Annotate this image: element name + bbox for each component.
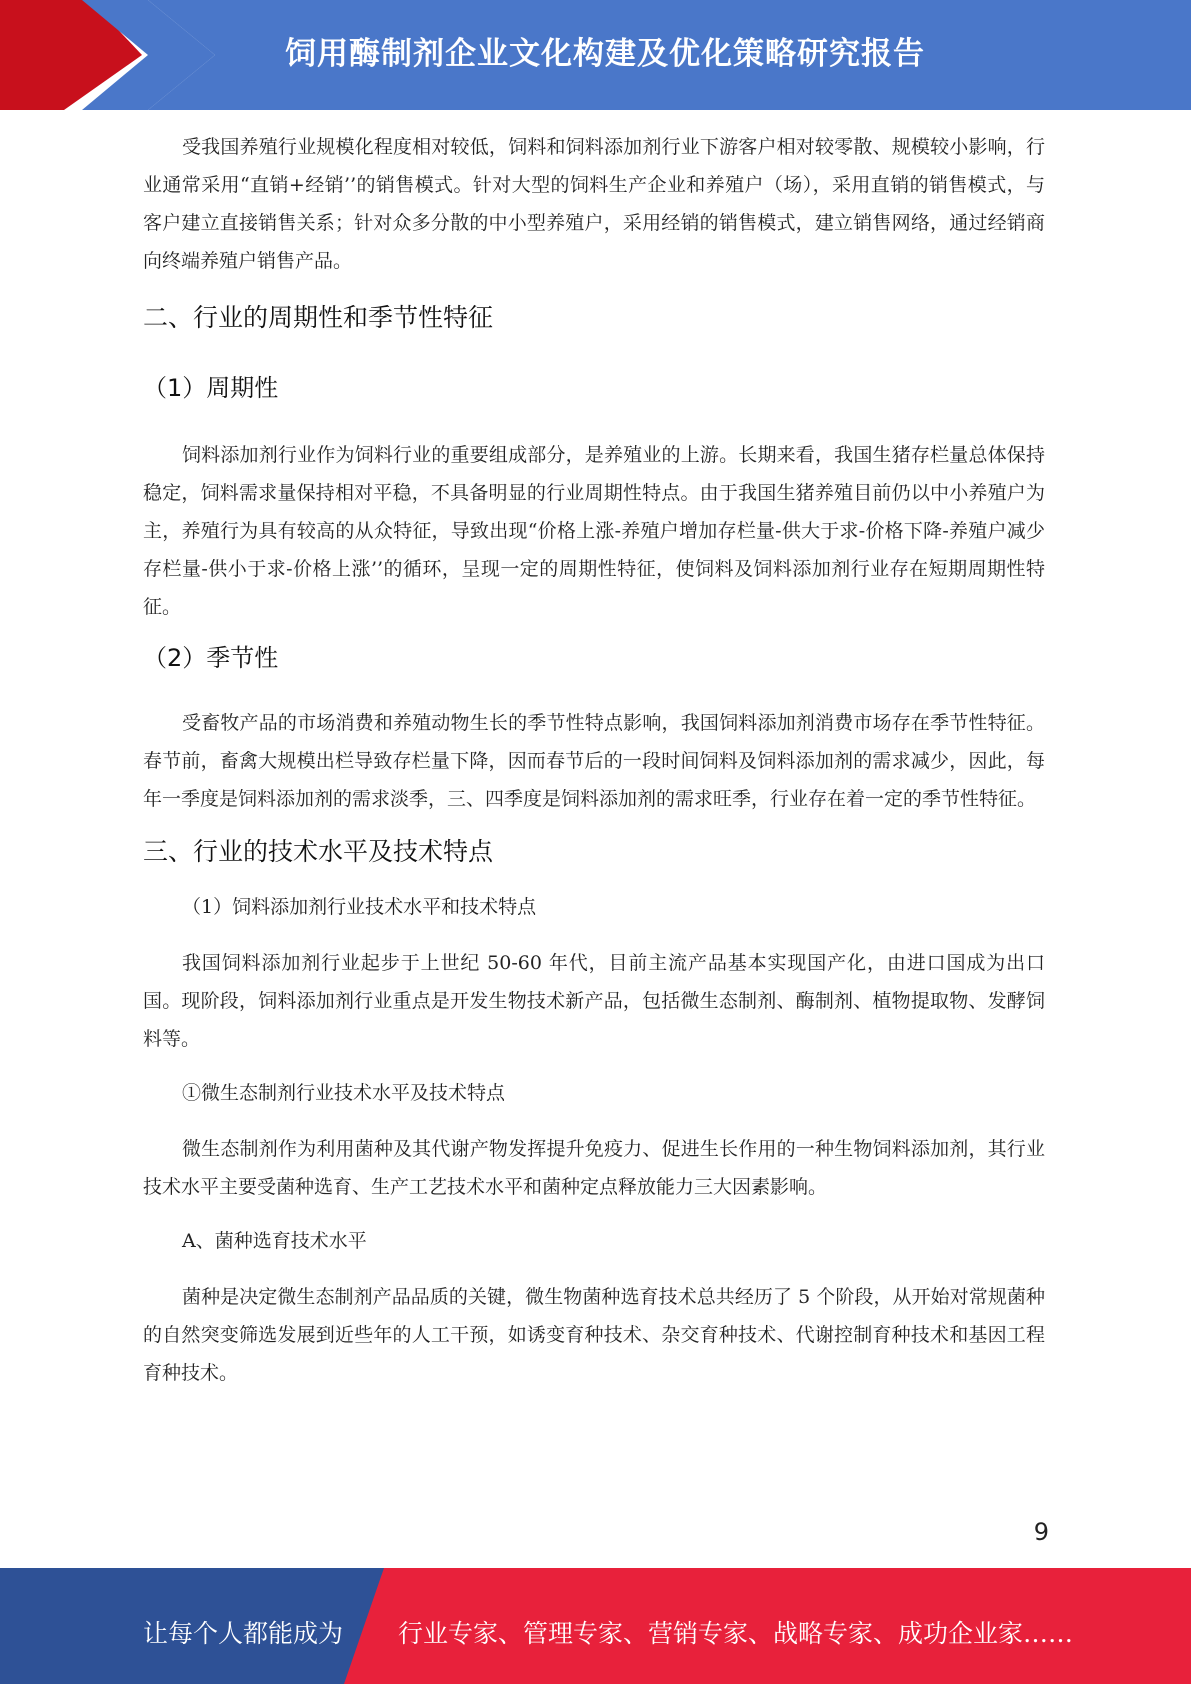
section-heading-technology: 三、行业的技术水平及技术特点 — [143, 837, 494, 866]
subheading-cyclicality: （1）周期性 — [143, 374, 279, 402]
paragraph-microecological: 微生态制剂作为利用菌种及其代谢产物发挥提升免疫力、促进生长作用的一种生物饲料添加剂，其行业技术水平主要受菌种选育、生产工艺技术水平和菌种定点释放能力三大因素影响。 — [143, 1138, 1045, 1198]
footer-slogan-left: 让每个人都能成为 — [143, 1619, 344, 1648]
subheading-microecological: ①微生态制剂行业技术水平及技术特点 — [182, 1082, 506, 1104]
paragraph-technology: 我国饲料添加剂行业起步于上世纪 50-60 年代，目前主流产品基本实现国产化，由进口国成为出口国。现阶段，饲料添加剂行业重点是开发生物技术新产品，包括微生态制剂、酶制剂、植物提取物、发酵饲料等。 — [143, 952, 1045, 1050]
page-header — [0, 0, 1191, 110]
paragraph-strain-breeding: 菌种是决定微生态制剂产品品质的关键，微生物菌种选育技术总共经历了 5 个阶段，从开始对常规菌种的自然突变筛选发展到近些年的人工干预，如诱变育种技术、杂交育种技术、代谢控制育种技术和基因工程育种技术。 — [143, 1286, 1045, 1384]
report-title: 饲用酶制剂企业文化构建及优化策略研究报告 — [285, 36, 925, 72]
paragraph-sales-model: 受我国养殖行业规模化程度相对较低，饲料和饲料添加剂行业下游客户相对较零散、规模较小影响，行业通常采用“直销+经销’’的销售模式。针对大型的饲料生产企业和养殖户（场），采用直销的销售模式，与客户建立直接销售关系；针对众多分散的中小型养殖户，采用经销的销售模式，建立销售网络，通过经销商向终端养殖户销售产品。 — [143, 136, 1045, 272]
paragraph-seasonality: 受畜牧产品的市场消费和养殖动物生长的季节性特点影响，我国饲料添加剂消费市场存在季节性特征。春节前，畜禽大规模出栏导致存栏量下降，因而春节后的一段时间饲料及饲料添加剂的需求减少，因此，每年一季度是饲料添加剂的需求淡季，三、四季度是饲料添加剂的需求旺季，行业存在着一定的季节性特征。 — [143, 712, 1045, 810]
subheading-additive-technology: （1）饲料添加剂行业技术水平和技术特点 — [182, 896, 537, 918]
section-heading-cyclical-seasonal: 二、行业的周期性和季节性特征 — [143, 303, 494, 332]
paragraph-cyclicality: 饲料添加剂行业作为饲料行业的重要组成部分，是养殖业的上游。长期来看，我国生猪存栏量总体保持稳定，饲料需求量保持相对平稳，不具备明显的行业周期性特点。由于我国生猪养殖目前仍以中小养殖户为主，养殖行为具有较高的从众特征，导致出现“价格上涨-养殖户增加存栏量-供大于求-价格下降-养殖户减少存栏量-供小于求-价格上涨’’的循环，呈现一定的周期性特征，使饲料及饲料添加剂行业存在短期周期性特征。 — [143, 444, 1045, 618]
page-content — [143, 128, 1045, 1392]
footer-slogan-right: 行业专家、管理专家、营销专家、战略专家、成功企业家…… — [398, 1619, 1074, 1648]
page-number: 9 — [1033, 1518, 1049, 1546]
subheading-seasonality: （2）季节性 — [143, 644, 279, 672]
subheading-strain-breeding: A、菌种选育技术水平 — [182, 1230, 367, 1252]
page-footer — [0, 1568, 1191, 1684]
